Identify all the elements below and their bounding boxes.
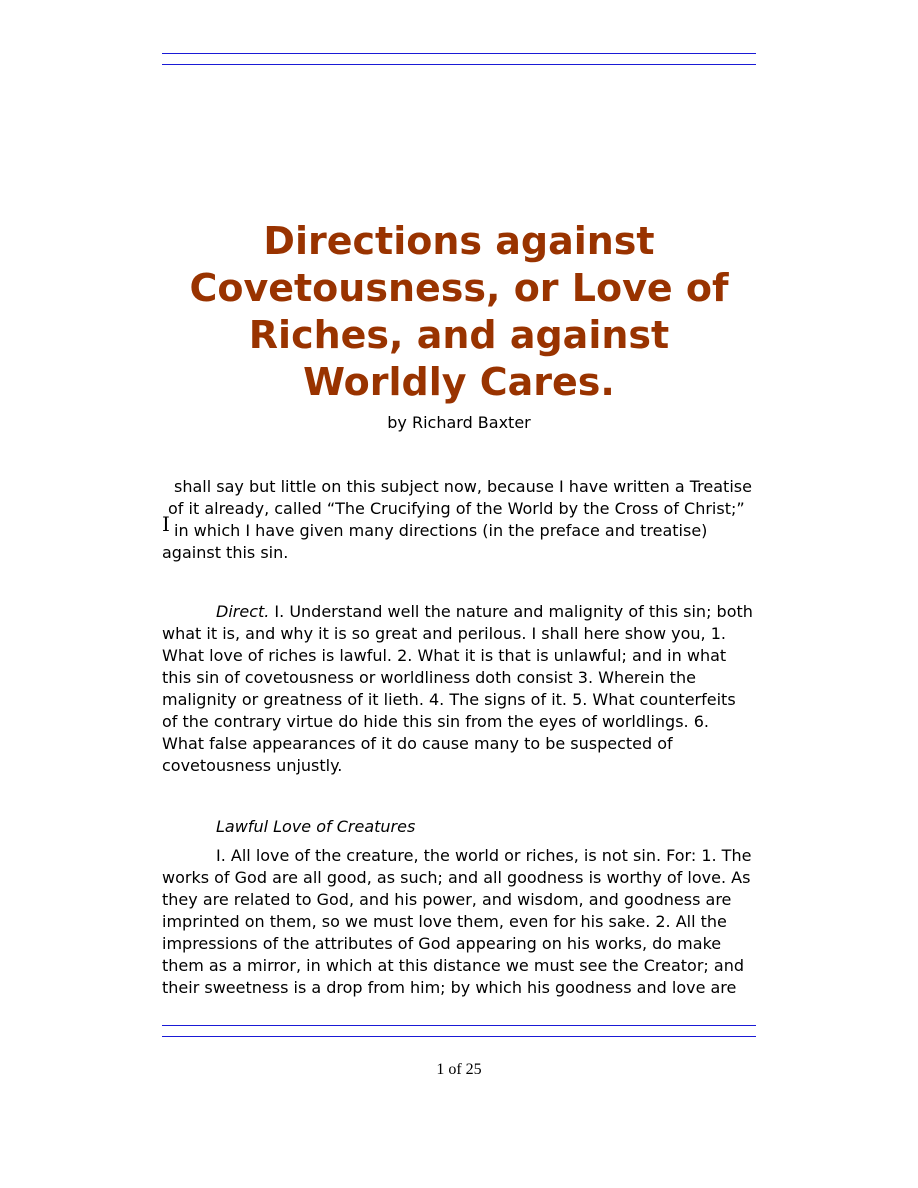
direct-paragraph [162,601,756,777]
author-byline: by Richard Baxter [387,413,531,432]
footer-rule-line-1 [162,1025,756,1026]
section-heading: Lawful Love of Creatures [216,817,416,836]
direct-text: I. Understand well the nature and malignity of this sin; both what it is, and why it is so great and perilous. I shall here show you, 1. What love of riches is lawful. 2. What it is that is unlawful; and in what this sin of covetousness or worldliness doth consist 3. Wherein the malignity or greatness of it lieth. 4. The signs of it. 5. What counterfeits of the contrary virtue do hide this sin from the eyes of worldlings. 6. What false appearances of it do cause many to be suspected of covetousness unjustly. [162,602,753,775]
intro-paragraph [162,476,756,564]
footer-rule-line-2 [162,1036,756,1037]
intro-line-3: in which I have given many directions (in the preface and treatise) [174,521,708,540]
section-paragraph: I. All love of the creature, the world or riches, is not sin. For: 1. The works of God are all good, as such; and all goodness is worthy of love. As they are related to God, and his power, and wisdom, and goodness are imprinted on them, so we must love them, even for his sake. 2. All the impressions of the attributes of God appearing on his works, do make them as a mirror, in which at this distance we must see the Creator; and their sweetness is a drop from him; by which his goodness and love are [162,846,752,997]
page-number: 1 of 25 [436,1061,482,1078]
document-title: Directions against Covetousness, or Love of Riches, and against Worldly Cares. [189,219,729,404]
header-rule [162,53,756,67]
header-rule-line-2 [162,64,756,65]
intro-line-1: shall say but little on this subject now, because I have written a Treatise [174,477,752,496]
intro-line-2: of it already, called “The Crucifying of the World by the Cross of Christ;” [168,499,745,518]
header-rule-line-1 [162,53,756,54]
drop-cap: I [162,512,170,536]
direct-label: Direct. [216,602,270,621]
footer-rule [162,1025,756,1039]
intro-line-4: against this sin. [162,543,289,562]
